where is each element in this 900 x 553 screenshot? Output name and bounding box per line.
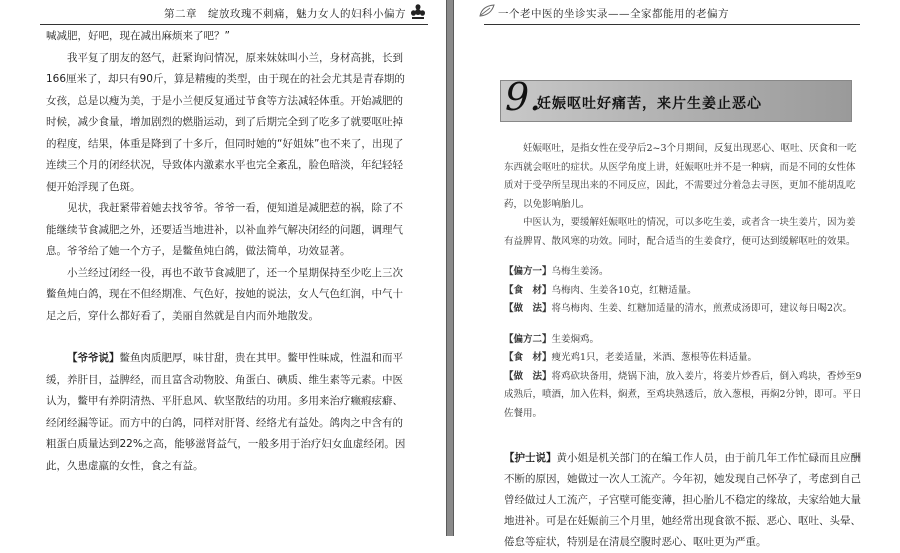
- recipe2-title: [504, 331, 864, 350]
- flower-ornament-icon: [410, 4, 426, 20]
- book-gutter: [446, 0, 454, 536]
- section-heading-banner: [500, 75, 852, 122]
- recipe1-ingredients-text: 乌梅肉、生姜各10克，红糖适量。: [551, 284, 697, 296]
- left-paragraph: 喊减肥，好吧，现在减出麻烦来了吧？”: [46, 30, 230, 42]
- recipe2-ingredients-text: 瘦光鸡1只，老姜适量，米酒、葱根等佐料适量。: [551, 352, 758, 363]
- left-running-header: 第二章 绽放玫瑰不刺痛，魅力女人的妇科小偏方: [164, 8, 406, 20]
- intro-paragraph: 中医认为，要缓解妊娠呕吐的情况，可以多吃生姜，或者含一块生姜片，因为姜有益脾胃、散风寒的功效。同时，配合适当的生姜食疗，便可达到缓解呕吐的效果。: [504, 217, 856, 247]
- leaf-ornament-icon: [478, 3, 496, 19]
- grandpa-note: [46, 348, 406, 477]
- nurse-note-paragraph: [504, 448, 864, 553]
- recipe2-method: [504, 368, 864, 424]
- nurse-note-text: 黄小姐是机关部门的在编工作人员，由于前几年工作忙碌而且应酬不断的原因，她做过一次人工流产。今年初，她发现自己怀孕了，考虑到自己曾经做过人工流产，子宫壁可能变薄，担心胎儿不稳定的缘故，夫家给她大量地进补。可是在妊娠前三个月里，她经常出现食欲不振、恶心、呕吐、头晕、倦怠等症状，特别是在清晨空腹时恶心、呕吐更为严重。: [504, 452, 861, 548]
- section-title: 妊娠呕吐好痛苦，来片生姜止恶心: [537, 96, 762, 112]
- grandpa-note-label: 【爷爷说】: [67, 352, 120, 364]
- recipe1-ingredients: [504, 282, 864, 301]
- left-body-text: [46, 26, 406, 477]
- recipe1-method: [504, 300, 864, 319]
- nurse-note-label: 【护士说】: [504, 452, 557, 464]
- right-page: [454, 0, 900, 548]
- recipe2-ingredients-label: 【食 材】: [504, 352, 552, 363]
- right-intro-text: [504, 140, 864, 423]
- recipe2-method-text: 将鸡砍块备用，烧锅下油，放入姜片，将姜片炒香后，倒入鸡块，香炒至9成熟后，喷酒，加入佐料，焖煮，至鸡块熟透后，放入葱根，再焖2分钟，即可。平日佐餐用。: [504, 370, 862, 419]
- recipe1-method-text: 将乌梅肉、生姜、红糖加适量的清水，煎煮成汤即可，建议每日喝2次。: [551, 303, 853, 314]
- recipe1-title-label: 【偏方一】: [504, 266, 552, 277]
- left-page: [0, 0, 446, 536]
- recipe2-title-text: 生姜焖鸡。: [551, 333, 600, 345]
- left-header-rule: [40, 24, 428, 25]
- right-header-rule: [484, 24, 860, 25]
- nurse-note: [504, 448, 864, 553]
- recipe1-method-label: 【做 法】: [504, 303, 552, 314]
- section-number: 9.: [505, 75, 542, 119]
- grandpa-note-text: 鳖鱼肉质肥厚，味甘甜，贵在其甲。鳖甲性味咸，性温和而平缓，养肝目，益脾经，而且富含动物胶、角蛋白、碘质、维生素等元素。中医认为，鳖甲有养阴清热、平肝息风、软坚散结的功用。多用来治疗癥瘕痃癖、经闭经漏等证。而方中的白鸽，同样对肝肾、经络尤有益处。鸽肉之中含有的粗蛋白质量达到22%之高，能够滋肾益气，一般多用于治疗妇女血虚经闭。因此，久患虚羸的女性，食之有益。: [46, 352, 406, 472]
- recipe1-ingredients-label: 【食 材】: [504, 284, 552, 296]
- recipe2-title-label: 【偏方二】: [504, 333, 552, 345]
- recipe2-ingredients: [504, 349, 864, 368]
- recipe1-title: [504, 263, 864, 282]
- recipe2-method-label: 【做 法】: [504, 370, 552, 382]
- left-paragraph: 小兰经过闭经一役，再也不敢节食减肥了，还一个星期保持至少吃上三次鳖鱼炖白鸽，现在不但经期准、气色好，按她的说法，女人气色红润，中气十足之后，穿什么都好看了，美丽自然就是自内而外地散发。: [46, 266, 403, 322]
- intro-paragraph: 妊娠呕吐，是指女性在受孕后2~3个月期间，反复出现恶心、呕吐、厌食和一吃东西就会呕吐的症状。从医学角度上讲，妊娠呕吐并不是一种病，而是不同的女性体质对于受孕所呈现出来的不同反应，因此，不需要过分着急去寻医，更加不能胡乱吃药，以免影响胎儿。: [504, 143, 857, 210]
- right-running-header: 一个老中医的坐诊实录——全家都能用的老偏方: [498, 8, 729, 20]
- recipe1-title-text: 乌梅生姜汤。: [551, 266, 609, 277]
- left-paragraph: 我平复了朋友的怒气，赶紧询问情况，原来妹妹叫小兰，身材高挑，长到166厘米了，却只有90斤，算是精瘦的类型，由于现在的社会尤其是青春期的女孩，总是以瘦为美，于是小兰便反复通过节食等方法减轻体重。开始减肥的时候，减少食量，增加剧烈的燃脂运动，到了后期完全到了吃多了就要呕吐掉的程度，结果，体重是降到了十多斤，但同时她的“好姐妹”也不来了，出现了连续三个月的闭经状况，导致体内激素水平也完全紊乱，脸色暗淡，年纪轻轻便开始浮现了色斑。: [46, 51, 405, 193]
- left-paragraph: 见状，我赶紧带着她去找爷爷。爷爷一看，便知道是减肥惹的祸，除了不能继续节食减肥之外，还要适当地进补，以补血养气解决闭经的问题，调理气息。爷爷给了她一个方子，是鳖鱼炖白鸽，做法简单，功效显著。: [46, 202, 403, 257]
